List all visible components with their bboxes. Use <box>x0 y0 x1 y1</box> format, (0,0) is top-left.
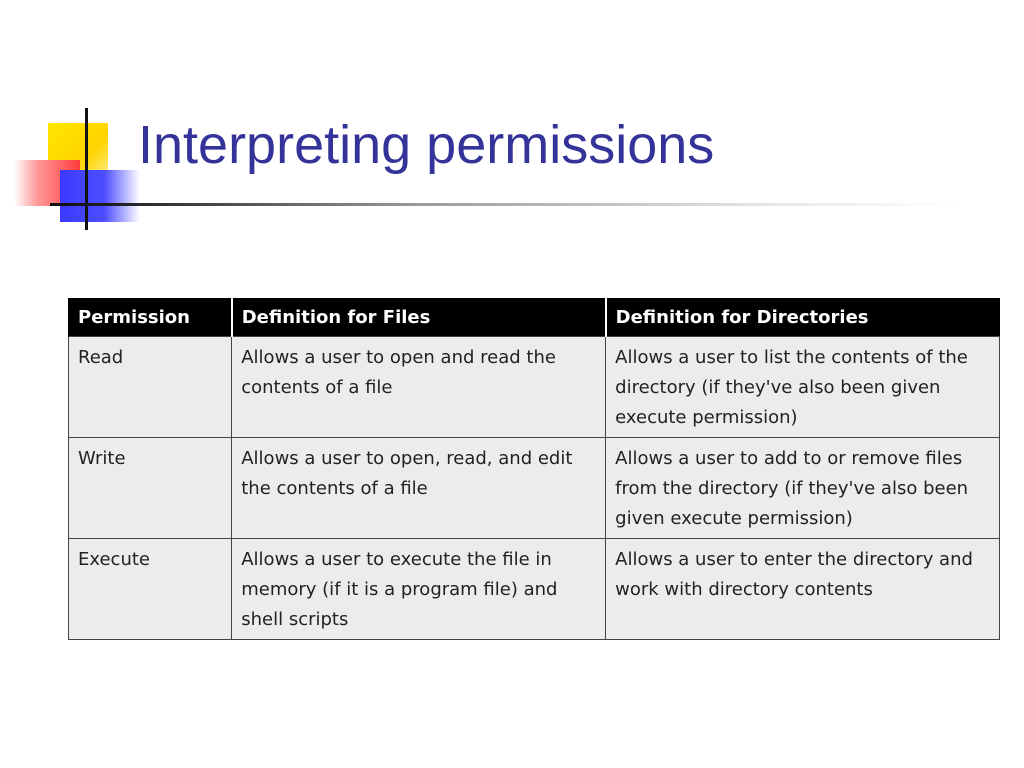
vertical-rule-decoration <box>85 108 88 230</box>
permissions-table <box>68 298 1000 640</box>
cell-permission: Write <box>69 438 232 539</box>
header-permission: Permission <box>69 298 232 337</box>
cell-permission: Read <box>69 337 232 438</box>
cell-files: Allows a user to execute the file in memory (if it is a program file) and shell scripts <box>232 539 606 640</box>
cell-directories: Allows a user to add to or remove files from the directory (if they've also been given execute permission) <box>606 438 1000 539</box>
cell-directories: Allows a user to enter the directory and work with directory contents <box>606 539 1000 640</box>
table-header-row <box>69 298 1000 337</box>
header-definition-directories: Definition for Directories <box>606 298 1000 337</box>
header-definition-files: Definition for Files <box>232 298 606 337</box>
cell-files: Allows a user to open, read, and edit the contents of a file <box>232 438 606 539</box>
cell-files: Allows a user to open and read the contents of a file <box>232 337 606 438</box>
slide-title: Interpreting permissions <box>138 115 715 175</box>
table-row-read <box>69 337 1000 438</box>
table-row-write <box>69 438 1000 539</box>
title-underline-rule <box>50 203 960 206</box>
cell-permission: Execute <box>69 539 232 640</box>
table-row-execute <box>69 539 1000 640</box>
cell-directories: Allows a user to list the contents of the directory (if they've also been given execute permission) <box>606 337 1000 438</box>
blue-square-decoration <box>60 170 140 222</box>
